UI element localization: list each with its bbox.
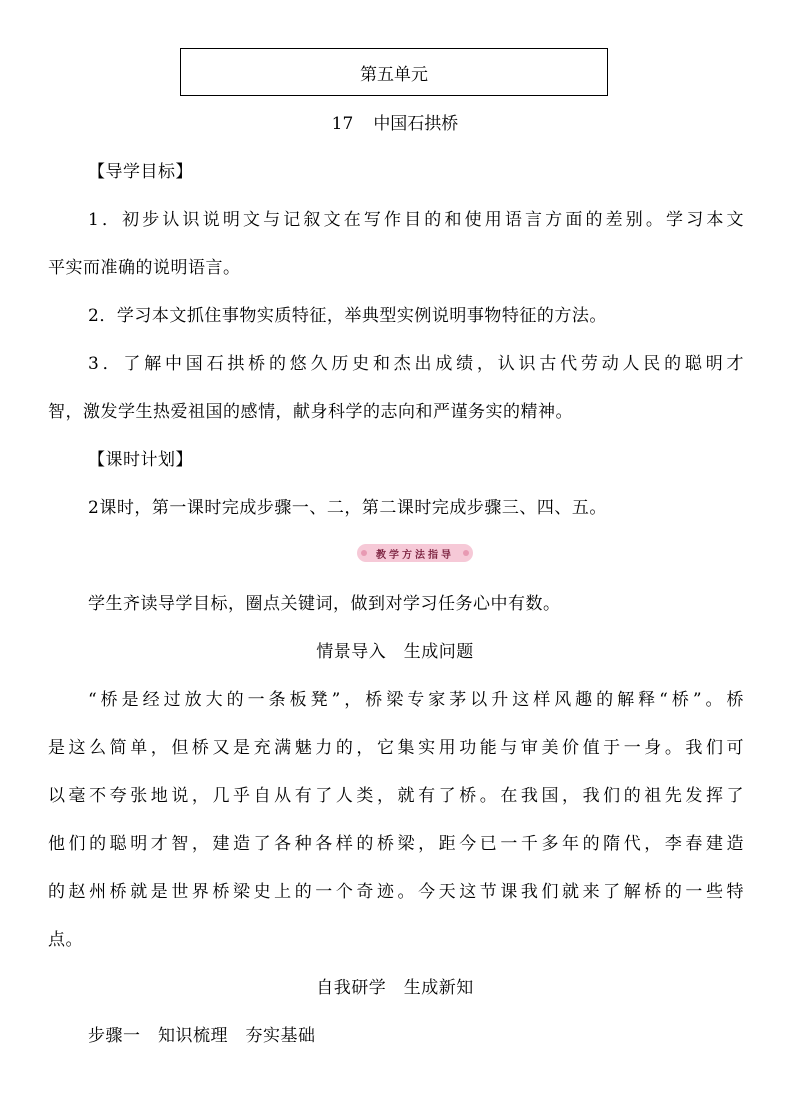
step-1-heading: 步骤一 知识梳理 夯实基础: [88, 1026, 316, 1046]
unit-title: 第五单元: [360, 64, 428, 85]
intro-line-4: 他们的聪明才智，建造了各种各样的桥梁，距今已一千多年的隋代，李春建造: [48, 834, 744, 854]
plan-text: 2课时，第一课时完成步骤一、二，第二课时完成步骤三、四、五。: [88, 498, 607, 518]
method-badge-label: 教学方法指导: [376, 549, 454, 561]
goal-1-line-1: 1．初步认识说明文与记叙文在写作目的和使用语言方面的差别。学习本文: [88, 210, 744, 230]
goal-3-line-2: 智，激发学生热爱祖国的感情，献身科学的志向和严谨务实的精神。: [48, 402, 573, 422]
method-badge: [357, 544, 473, 562]
goal-1-line-2: 平实而准确的说明语言。: [48, 258, 241, 278]
goal-2: 2．学习本文抓住事物实质特征，举典型实例说明事物特征的方法。: [88, 306, 607, 326]
goal-3-line-1: 3．了解中国石拱桥的悠久历史和杰出成绩，认识古代劳动人民的聪明才: [88, 354, 744, 374]
intro-line-1: “桥是经过放大的一条板凳”，桥梁专家茅以升这样风趣的解释“桥”。桥: [88, 690, 744, 710]
intro-line-6: 点。: [48, 930, 83, 950]
plan-heading: 【课时计划】: [88, 450, 193, 470]
study-heading: 自我研学 生成新知: [316, 978, 474, 998]
intro-line-2: 是这么简单，但桥又是充满魅力的，它集实用功能与审美价值于一身。我们可: [48, 738, 744, 758]
unit-title-box: [180, 48, 608, 96]
intro-line-5: 的赵州桥就是世界桥梁史上的一个奇迹。今天这节课我们就来了解桥的一些特: [48, 882, 744, 902]
method-text: 学生齐读导学目标，圈点关键词，做到对学习任务心中有数。: [88, 594, 561, 614]
lesson-title: [0, 112, 790, 136]
lesson-number: 17: [331, 114, 354, 134]
lesson-name: 中国石拱桥: [373, 114, 459, 134]
intro-line-3: 以毫不夸张地说，几乎自从有了人类，就有了桥。在我国，我们的祖先发挥了: [48, 786, 744, 806]
goals-heading: 【导学目标】: [88, 162, 193, 182]
intro-heading: 情景导入 生成问题: [316, 642, 474, 662]
